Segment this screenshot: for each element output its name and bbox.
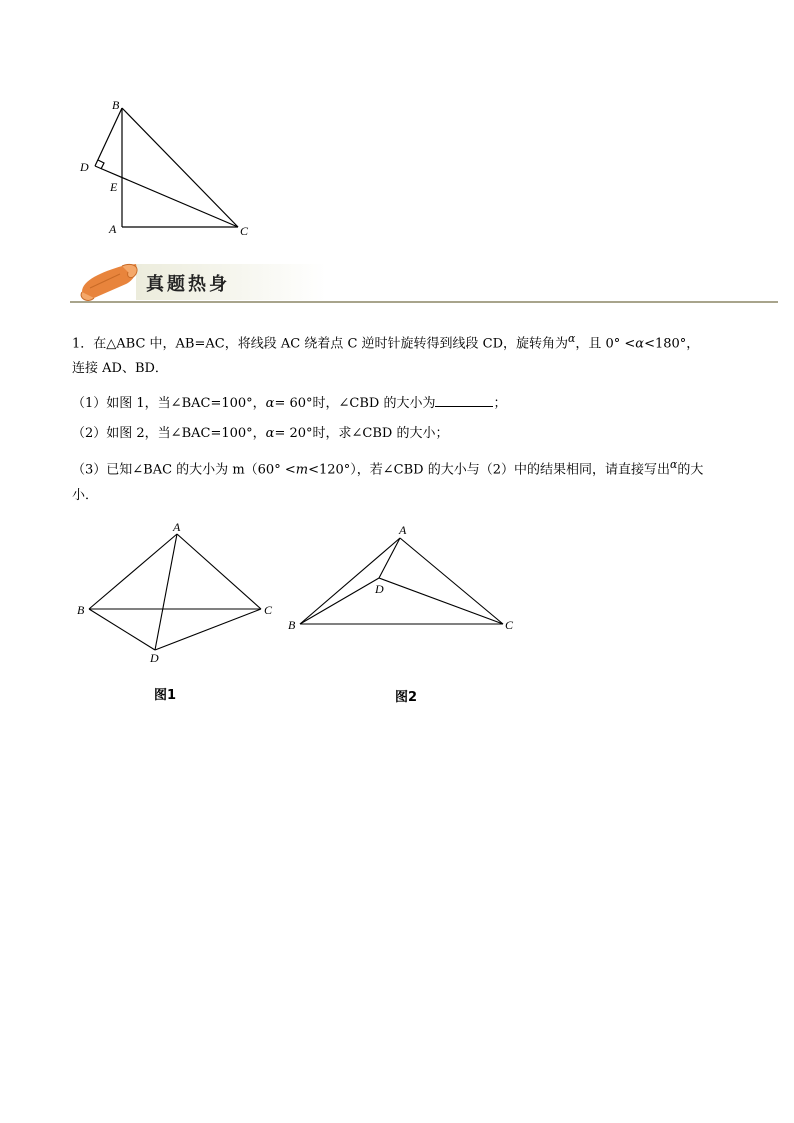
segment-ad [155,534,177,650]
label-c: C [264,603,273,617]
alpha-symbol: α [568,332,576,345]
segment-bd [89,609,155,650]
part-1-text-cont: = 60°时，∠CBD 的大小为 [274,396,436,411]
label-d: D [375,582,384,596]
part-3-wrap-text: 小． [72,488,99,503]
segment-ad [379,538,400,578]
question-part-3 [72,456,703,479]
figure-2 [283,518,523,638]
section-title: 真题热身 [146,274,230,295]
label-a: A [173,520,181,534]
figure-1 [72,520,282,670]
part-2-text-cont: = 20°时，求∠CBD 的大小； [274,426,449,441]
question-line-1 [72,330,699,353]
question-stem-range-start: ，且 0° < [575,336,636,352]
label-c: C [240,224,249,238]
question-connect: 连接 AD、BD． [72,361,168,376]
part-2-text: （2）如图 2，当∠BAC=100°， [72,426,266,441]
m-symbol: m [295,462,309,478]
answer-blank[interactable] [435,394,493,407]
label-b: B [112,98,120,112]
label-e: E [110,180,118,194]
segment-cd [155,609,261,650]
question-line-2 [72,360,168,378]
label-a: A [399,523,407,537]
figure-2-caption: 图2 [395,690,418,705]
label-c: C [505,618,514,632]
question-stem: 在△ABC 中，AB=AC，将线段 AC 绕着点 C 逆时针旋转得到线段 CD，旋转角为 [93,336,569,352]
figure-top [70,92,270,242]
question-part-1 [72,394,506,413]
alpha-symbol: α [265,426,275,441]
alpha-symbol: α [670,458,678,471]
label-a: A [109,222,117,236]
figure-1-caption: 图1 [154,688,177,703]
question-stem-range-end: <180°， [644,336,700,352]
question-part-3-wrap [72,487,98,505]
segment-ac [400,538,503,624]
segment-bc [122,108,238,227]
segment-bd [300,578,379,624]
part-3-text: （3）已知∠BAC 的大小为 m（ [72,462,258,478]
segment-cd [379,578,503,624]
section-divider [70,301,778,303]
part-3-text-cont: <120°），若∠CBD 的大小与（2）中的结果相同，请直接写出 [308,462,670,478]
label-b: B [288,618,296,632]
scroll-icon [81,264,137,300]
label-b: B [77,603,85,617]
segment-bd [95,108,122,166]
segment-ac [177,534,261,609]
label-d: D [150,651,159,665]
part-3-text-end: 的大 [677,462,704,478]
part-3-range-start: 60° < [257,462,296,478]
alpha-symbol: α [265,396,275,411]
label-d: D [80,160,89,174]
question-part-2 [72,425,448,443]
segment-dc [95,166,238,227]
question-number: 1． [72,336,94,352]
part-1-text: （1）如图 1，当∠BAC=100°， [72,396,266,411]
segment-ab [89,534,177,609]
part-1-end: ； [493,396,507,411]
segment-ab [300,538,400,624]
alpha-symbol: α [635,336,645,352]
